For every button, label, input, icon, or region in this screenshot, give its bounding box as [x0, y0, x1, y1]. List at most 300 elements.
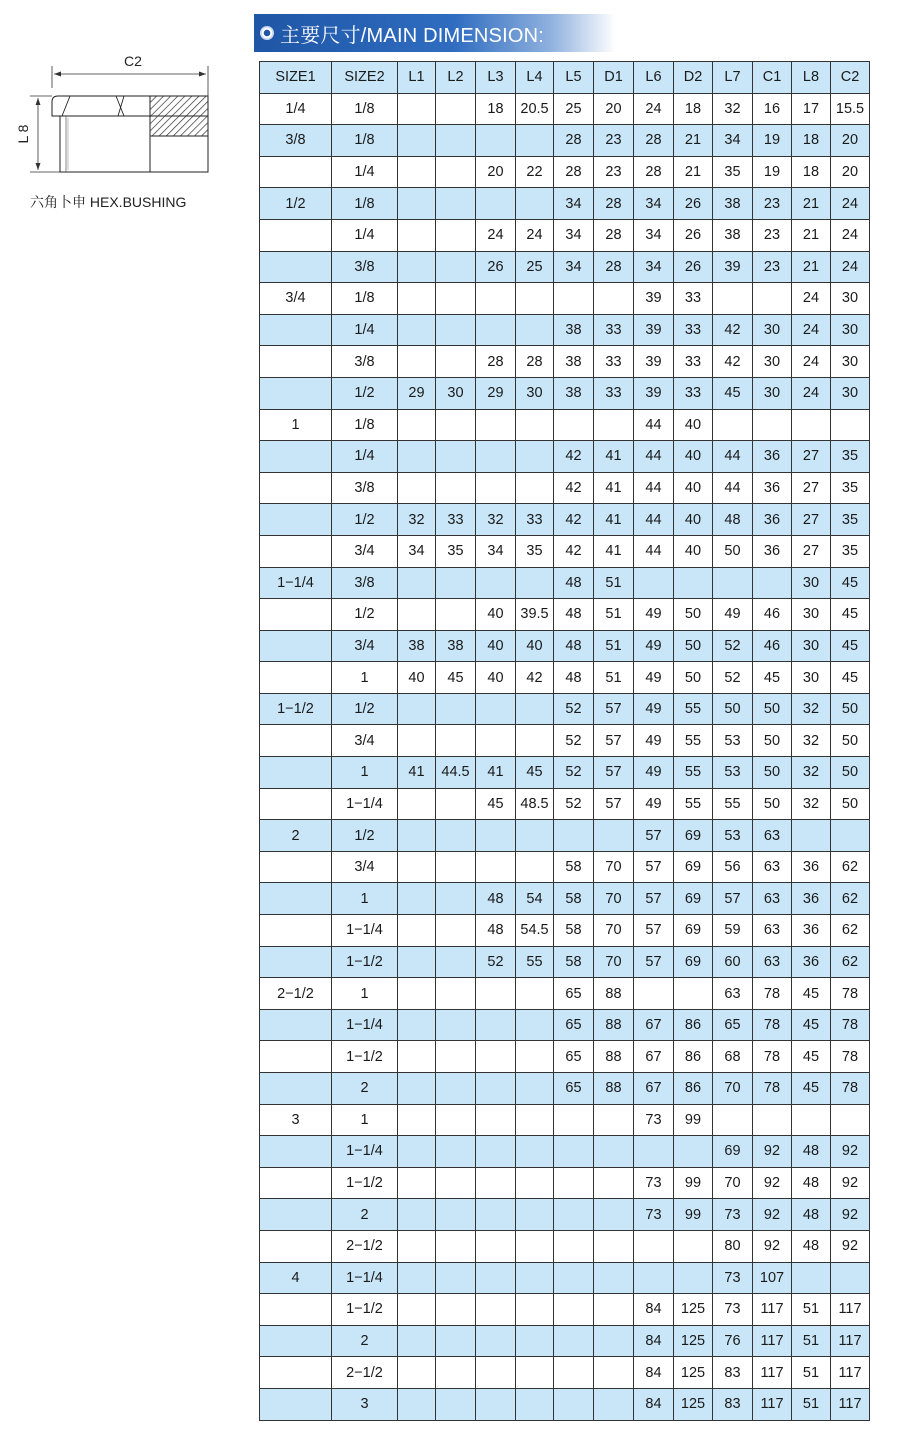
- table-cell: 55: [674, 725, 713, 757]
- table-cell: 50: [674, 599, 713, 631]
- table-cell: 45: [831, 630, 870, 662]
- table-cell: [634, 1136, 674, 1168]
- table-cell: [436, 1357, 476, 1389]
- table-cell: [260, 377, 332, 409]
- table-cell: [476, 1167, 516, 1199]
- table-cell: 62: [831, 883, 870, 915]
- table-cell: 1/4: [332, 219, 398, 251]
- table-cell: 83: [713, 1388, 753, 1420]
- table-cell: 21: [792, 188, 831, 220]
- table-cell: 44: [713, 472, 753, 504]
- table-cell: 28: [554, 125, 594, 157]
- table-cell: 60: [713, 946, 753, 978]
- table-cell: [260, 219, 332, 251]
- table-cell: [674, 567, 713, 599]
- table-cell: [260, 1009, 332, 1041]
- table-cell: 51: [594, 662, 634, 694]
- table-cell: 30: [516, 377, 554, 409]
- table-cell: [260, 504, 332, 536]
- table-cell: [398, 851, 436, 883]
- table-cell: 41: [398, 757, 436, 789]
- table-cell: 78: [753, 1073, 792, 1105]
- table-cell: [516, 188, 554, 220]
- table-cell: 42: [554, 472, 594, 504]
- table-row: [260, 820, 870, 852]
- table-cell: [554, 1388, 594, 1420]
- table-cell: [753, 1104, 792, 1136]
- table-cell: [436, 93, 476, 125]
- table-cell: [594, 283, 634, 315]
- table-cell: 1−1/4: [332, 788, 398, 820]
- table-cell: [476, 1104, 516, 1136]
- table-cell: 52: [554, 788, 594, 820]
- table-cell: 40: [674, 535, 713, 567]
- table-cell: 83: [713, 1357, 753, 1389]
- table-cell: 19: [753, 156, 792, 188]
- table-row: [260, 156, 870, 188]
- table-cell: 1/8: [332, 283, 398, 315]
- table-cell: 86: [674, 1041, 713, 1073]
- hex-bushing-drawing: [0, 40, 250, 190]
- table-cell: 45: [792, 1041, 831, 1073]
- table-cell: [792, 409, 831, 441]
- table-cell: [436, 188, 476, 220]
- table-cell: 19: [753, 125, 792, 157]
- table-cell: [476, 1325, 516, 1357]
- table-cell: [713, 409, 753, 441]
- table-cell: 39: [713, 251, 753, 283]
- table-cell: [398, 251, 436, 283]
- table-cell: [753, 283, 792, 315]
- table-cell: 70: [594, 915, 634, 947]
- table-cell: 20.5: [516, 93, 554, 125]
- table-cell: 84: [634, 1357, 674, 1389]
- table-cell: 35: [516, 535, 554, 567]
- table-cell: 52: [713, 630, 753, 662]
- table-cell: [260, 662, 332, 694]
- table-cell: [260, 1294, 332, 1326]
- table-cell: [436, 409, 476, 441]
- table-row: [260, 915, 870, 947]
- table-cell: 41: [594, 472, 634, 504]
- table-cell: 48: [554, 599, 594, 631]
- table-cell: [554, 1230, 594, 1262]
- table-row: [260, 599, 870, 631]
- table-cell: [398, 725, 436, 757]
- table-cell: 57: [594, 757, 634, 789]
- table-cell: [831, 1104, 870, 1136]
- table-cell: 54: [516, 883, 554, 915]
- table-row: [260, 93, 870, 125]
- table-cell: [436, 219, 476, 251]
- table-cell: 57: [634, 820, 674, 852]
- table-cell: 44: [634, 409, 674, 441]
- table-cell: [554, 1262, 594, 1294]
- table-cell: 1/8: [332, 125, 398, 157]
- table-row: [260, 409, 870, 441]
- table-cell: 38: [398, 630, 436, 662]
- table-cell: [516, 1262, 554, 1294]
- table-cell: [398, 156, 436, 188]
- table-cell: 88: [594, 978, 634, 1010]
- table-cell: [476, 409, 516, 441]
- table-cell: 78: [831, 978, 870, 1010]
- table-cell: [476, 1388, 516, 1420]
- table-cell: [260, 346, 332, 378]
- table-cell: 28: [594, 251, 634, 283]
- table-cell: 41: [594, 535, 634, 567]
- table-cell: 34: [713, 125, 753, 157]
- table-cell: 49: [634, 725, 674, 757]
- table-cell: [516, 820, 554, 852]
- table-cell: 49: [634, 662, 674, 694]
- table-cell: 78: [753, 1041, 792, 1073]
- table-cell: 1−1/4: [332, 1136, 398, 1168]
- column-header: L2: [436, 62, 476, 94]
- table-cell: [476, 188, 516, 220]
- table-row: [260, 188, 870, 220]
- table-cell: 70: [713, 1167, 753, 1199]
- table-cell: 36: [792, 851, 831, 883]
- table-cell: 40: [476, 599, 516, 631]
- table-cell: 63: [753, 946, 792, 978]
- table-cell: 15.5: [831, 93, 870, 125]
- table-row: [260, 662, 870, 694]
- table-cell: [260, 251, 332, 283]
- table-cell: [436, 1167, 476, 1199]
- table-cell: 33: [436, 504, 476, 536]
- table-cell: 1/2: [332, 504, 398, 536]
- table-cell: 33: [674, 314, 713, 346]
- table-cell: 84: [634, 1325, 674, 1357]
- table-cell: [398, 1009, 436, 1041]
- table-cell: 50: [753, 725, 792, 757]
- table-cell: [476, 725, 516, 757]
- table-cell: 1/4: [332, 314, 398, 346]
- table-cell: [516, 1073, 554, 1105]
- table-cell: [436, 693, 476, 725]
- table-cell: [260, 1167, 332, 1199]
- table-cell: 48: [476, 883, 516, 915]
- table-cell: [398, 1199, 436, 1231]
- table-cell: 45: [792, 978, 831, 1010]
- table-cell: 28: [594, 219, 634, 251]
- table-cell: 33: [674, 283, 713, 315]
- table-cell: [516, 314, 554, 346]
- table-cell: 57: [594, 725, 634, 757]
- table-cell: [554, 1199, 594, 1231]
- table-row: [260, 567, 870, 599]
- table-cell: [398, 1136, 436, 1168]
- table-cell: 84: [634, 1294, 674, 1326]
- column-header: L1: [398, 62, 436, 94]
- table-cell: [594, 1230, 634, 1262]
- table-cell: [554, 1104, 594, 1136]
- table-cell: [713, 283, 753, 315]
- table-row: [260, 1104, 870, 1136]
- table-cell: 40: [674, 409, 713, 441]
- table-cell: 3/4: [332, 535, 398, 567]
- table-cell: 38: [713, 219, 753, 251]
- table-cell: [674, 978, 713, 1010]
- table-cell: 27: [792, 504, 831, 536]
- table-cell: 28: [554, 156, 594, 188]
- table-cell: 50: [831, 788, 870, 820]
- table-cell: [831, 409, 870, 441]
- table-cell: 1−1/4: [332, 1009, 398, 1041]
- table-cell: 32: [713, 93, 753, 125]
- table-cell: 65: [554, 1073, 594, 1105]
- product-caption: 六角卜申 HEX.BUSHING: [30, 194, 187, 210]
- table-cell: 40: [674, 472, 713, 504]
- table-row: [260, 1041, 870, 1073]
- table-cell: 39: [634, 314, 674, 346]
- table-cell: 92: [831, 1136, 870, 1168]
- table-cell: [594, 409, 634, 441]
- table-cell: 92: [753, 1167, 792, 1199]
- table-cell: [436, 1009, 476, 1041]
- table-cell: 30: [831, 314, 870, 346]
- table-cell: [398, 1357, 436, 1389]
- table-cell: [436, 283, 476, 315]
- table-cell: 52: [554, 725, 594, 757]
- table-cell: 48.5: [516, 788, 554, 820]
- table-cell: [516, 472, 554, 504]
- table-cell: [594, 1167, 634, 1199]
- table-row: [260, 978, 870, 1010]
- table-cell: [516, 1294, 554, 1326]
- table-row: [260, 251, 870, 283]
- table-cell: 3/8: [260, 125, 332, 157]
- table-cell: [594, 1388, 634, 1420]
- table-cell: [436, 1294, 476, 1326]
- table-cell: 1/2: [332, 820, 398, 852]
- table-cell: 51: [792, 1388, 831, 1420]
- table-cell: 44: [634, 535, 674, 567]
- column-header: C2: [831, 62, 870, 94]
- table-cell: [554, 1294, 594, 1326]
- table-cell: 92: [753, 1136, 792, 1168]
- section-header: [254, 14, 616, 52]
- table-cell: 23: [594, 156, 634, 188]
- table-cell: 50: [674, 630, 713, 662]
- table-cell: [436, 725, 476, 757]
- table-cell: [713, 567, 753, 599]
- table-cell: [260, 883, 332, 915]
- table-cell: 1/4: [260, 93, 332, 125]
- table-cell: [476, 1009, 516, 1041]
- table-cell: [398, 125, 436, 157]
- table-cell: 67: [634, 1009, 674, 1041]
- table-cell: 44: [634, 472, 674, 504]
- table-cell: 99: [674, 1199, 713, 1231]
- table-cell: 49: [634, 599, 674, 631]
- table-cell: 26: [476, 251, 516, 283]
- table-cell: [398, 472, 436, 504]
- table-cell: [436, 1230, 476, 1262]
- table-cell: 107: [753, 1262, 792, 1294]
- table-cell: 24: [792, 283, 831, 315]
- table-cell: 3: [260, 1104, 332, 1136]
- table-cell: [476, 1230, 516, 1262]
- table-cell: 3: [332, 1388, 398, 1420]
- table-cell: [436, 1388, 476, 1420]
- table-cell: 33: [516, 504, 554, 536]
- table-cell: [260, 1357, 332, 1389]
- table-cell: 73: [713, 1294, 753, 1326]
- table-cell: 52: [713, 662, 753, 694]
- column-header: L8: [792, 62, 831, 94]
- bullet-icon: [260, 26, 274, 40]
- table-cell: [476, 1199, 516, 1231]
- table-cell: 45: [831, 599, 870, 631]
- table-cell: [260, 1041, 332, 1073]
- table-cell: 67: [634, 1041, 674, 1073]
- table-cell: 20: [594, 93, 634, 125]
- table-row: [260, 1294, 870, 1326]
- table-cell: 34: [634, 251, 674, 283]
- table-cell: 53: [713, 820, 753, 852]
- table-cell: 34: [398, 535, 436, 567]
- table-row: [260, 314, 870, 346]
- table-row: [260, 693, 870, 725]
- table-cell: [792, 820, 831, 852]
- table-cell: 45: [792, 1073, 831, 1105]
- table-cell: [476, 693, 516, 725]
- table-cell: [398, 1230, 436, 1262]
- table-cell: 125: [674, 1325, 713, 1357]
- table-cell: [260, 725, 332, 757]
- table-cell: 62: [831, 915, 870, 947]
- table-cell: [753, 567, 792, 599]
- table-cell: [436, 883, 476, 915]
- table-cell: 1−1/2: [332, 946, 398, 978]
- table-cell: 45: [792, 1009, 831, 1041]
- table-cell: 69: [674, 946, 713, 978]
- table-cell: 92: [831, 1167, 870, 1199]
- table-cell: 92: [753, 1230, 792, 1262]
- table-cell: 58: [554, 851, 594, 883]
- table-cell: 21: [674, 125, 713, 157]
- table-cell: 3/8: [332, 472, 398, 504]
- table-cell: 63: [753, 883, 792, 915]
- table-cell: 45: [516, 757, 554, 789]
- table-cell: 33: [594, 377, 634, 409]
- table-cell: [476, 472, 516, 504]
- table-cell: 3/8: [332, 346, 398, 378]
- table-cell: [516, 567, 554, 599]
- table-cell: [554, 820, 594, 852]
- table-cell: 35: [436, 535, 476, 567]
- table-cell: 73: [713, 1199, 753, 1231]
- table-cell: 45: [713, 377, 753, 409]
- table-cell: [713, 1104, 753, 1136]
- table-cell: 3/4: [332, 630, 398, 662]
- table-cell: 39: [634, 283, 674, 315]
- table-cell: [436, 1104, 476, 1136]
- table-cell: [516, 409, 554, 441]
- column-header: L5: [554, 62, 594, 94]
- table-cell: 30: [792, 662, 831, 694]
- table-cell: 70: [594, 946, 634, 978]
- table-cell: 56: [713, 851, 753, 883]
- table-cell: 29: [398, 377, 436, 409]
- table-cell: 73: [634, 1199, 674, 1231]
- table-cell: 73: [634, 1167, 674, 1199]
- table-cell: 1−1/4: [260, 567, 332, 599]
- column-header: L7: [713, 62, 753, 94]
- table-row: [260, 1009, 870, 1041]
- table-cell: 117: [831, 1325, 870, 1357]
- table-cell: 99: [674, 1167, 713, 1199]
- table-row: [260, 377, 870, 409]
- table-cell: [436, 915, 476, 947]
- table-cell: 1/8: [332, 188, 398, 220]
- table-cell: 55: [516, 946, 554, 978]
- table-cell: 16: [753, 93, 792, 125]
- table-cell: [398, 1104, 436, 1136]
- table-cell: [594, 1104, 634, 1136]
- table-cell: 40: [674, 441, 713, 473]
- table-cell: 45: [476, 788, 516, 820]
- table-cell: 48: [713, 504, 753, 536]
- table-cell: 51: [792, 1294, 831, 1326]
- table-cell: 4: [260, 1262, 332, 1294]
- table-cell: 36: [753, 504, 792, 536]
- table-row: [260, 1262, 870, 1294]
- table-cell: 50: [831, 725, 870, 757]
- table-cell: 73: [634, 1104, 674, 1136]
- table-cell: 55: [674, 693, 713, 725]
- table-cell: [831, 820, 870, 852]
- table-cell: 49: [634, 757, 674, 789]
- table-cell: [516, 1136, 554, 1168]
- table-cell: 78: [753, 1009, 792, 1041]
- table-cell: 49: [634, 788, 674, 820]
- table-cell: [516, 978, 554, 1010]
- table-cell: [398, 283, 436, 315]
- table-cell: 35: [713, 156, 753, 188]
- table-cell: [436, 599, 476, 631]
- table-cell: 34: [634, 188, 674, 220]
- table-cell: 30: [436, 377, 476, 409]
- table-cell: 20: [831, 156, 870, 188]
- table-cell: 48: [792, 1230, 831, 1262]
- table-cell: 51: [594, 567, 634, 599]
- table-cell: 86: [674, 1009, 713, 1041]
- table-cell: [554, 283, 594, 315]
- table-cell: 88: [594, 1073, 634, 1105]
- table-row: [260, 851, 870, 883]
- table-cell: 41: [594, 504, 634, 536]
- table-cell: 3/4: [332, 725, 398, 757]
- table-cell: 88: [594, 1041, 634, 1073]
- table-cell: [260, 1136, 332, 1168]
- table-cell: 53: [713, 757, 753, 789]
- table-cell: 40: [398, 662, 436, 694]
- table-cell: [831, 1262, 870, 1294]
- table-cell: 32: [792, 693, 831, 725]
- table-cell: 1: [332, 662, 398, 694]
- table-cell: 28: [594, 188, 634, 220]
- table-cell: [398, 1325, 436, 1357]
- table-cell: 35: [831, 504, 870, 536]
- table-cell: 46: [753, 599, 792, 631]
- table-row: [260, 630, 870, 662]
- table-cell: 42: [554, 441, 594, 473]
- table-cell: 36: [753, 472, 792, 504]
- table-cell: 42: [554, 535, 594, 567]
